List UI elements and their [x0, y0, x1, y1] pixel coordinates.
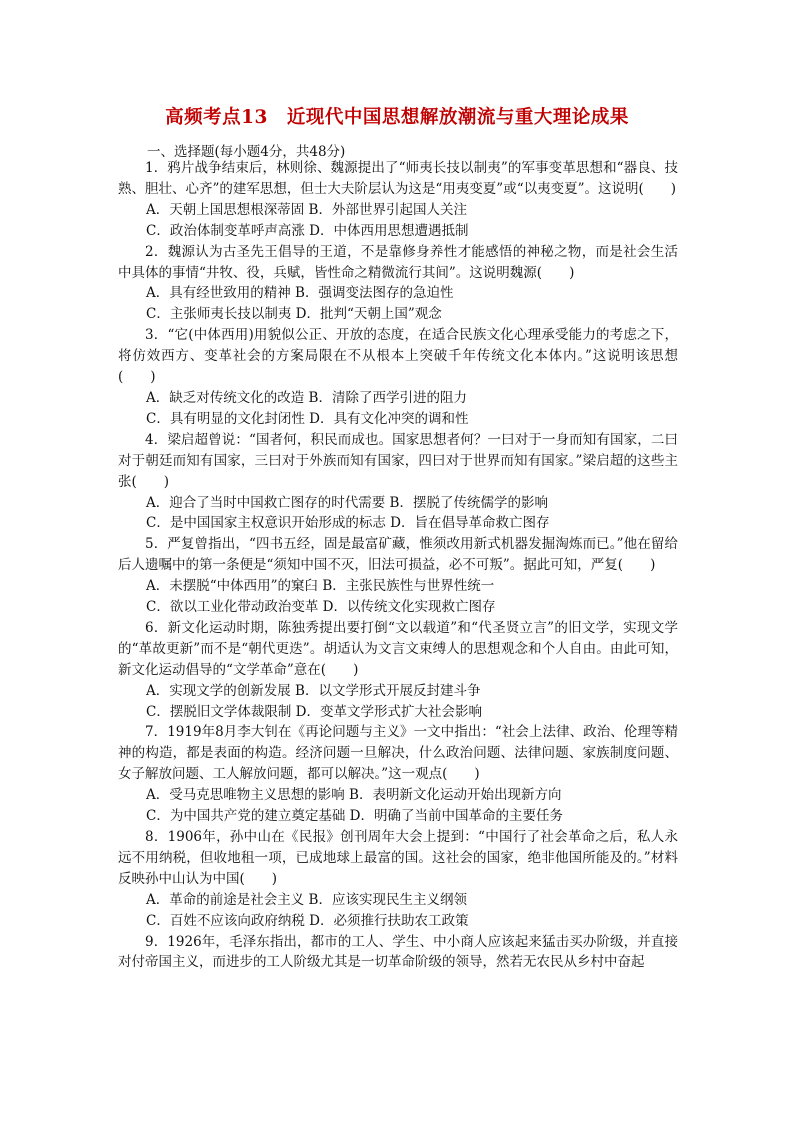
- answer-option-line: A．实现文学的创新发展 B．以文学形式开展反封建斗争: [146, 682, 481, 699]
- question-stem: 8．1906年，孙中山在《民报》创刊周年大会上提到：“中国行了社会革命之后，私人永远不用纳税，但收地租一项，已成地球上最富的国。这社会的国家，绝非他国所能及的。”材料反映孙中山认为中国( ): [118, 829, 678, 887]
- question-item: [118, 534, 678, 618]
- answer-option-line: A．革命的前途是社会主义 B．应该实现民生主义纲领: [146, 891, 467, 908]
- page-title: 高频考点13 近现代中国思想解放潮流与重大理论成果: [165, 107, 629, 128]
- answer-option-line: C．政治体制变革呼声高涨 D．中体西用思想遭遇抵制: [146, 222, 469, 239]
- answer-option-line: C．为中国共产党的建立奠定基础 D．明确了当前中国革命的主要任务: [146, 808, 563, 825]
- question-item: [118, 325, 678, 430]
- question-item: [118, 158, 678, 242]
- answer-option-line: A．迎合了当时中国救亡图存的时代需要 B．摆脱了传统儒学的影响: [146, 494, 548, 511]
- question-item: [118, 932, 678, 974]
- answer-option-line: A．受马克思唯物主义思想的影响 B．表明新文化运动开始出现新方向: [146, 787, 562, 804]
- answer-option-line: C．欲以工业化带动政治变革 D．以传统文化实现救亡图存: [146, 599, 496, 616]
- answer-option-line: C．百姓不应该向政府纳税 D．必须推行扶助农工政策: [146, 912, 469, 929]
- question-item: [118, 242, 678, 326]
- question-stem: 4．梁启超曾说：“国者何，积民而成也。国家思想者何？一曰对于一身而知有国家，二曰对于朝廷而知有国家，三曰对于外族而知有国家，四曰对于世界而知有国家。”梁启超的这些主张( ): [118, 431, 678, 490]
- question-stem: 9．1926年，毛泽东指出，都市的工人、学生、中小商人应该起来猛击买办阶级，并直接对付帝国主义，而进步的工人阶级尤其是一切革命阶级的领导，然若无农民从乡村中奋起: [118, 933, 678, 971]
- question-stem: 5．严复曾指出，“四书五经，固是最富矿藏，惟须改用新式机器发掘淘炼而已。”他在留给后人遗嘱中的第一条便是“须知中国不灭，旧法可损益，必不可叛”。据此可知，严复( ): [118, 536, 678, 574]
- answer-option-line: C．是中国国家主权意识开始形成的标志 D．旨在倡导革命救亡图存: [146, 515, 550, 532]
- answer-option-line: A．天朝上国思想根深蒂固 B．外部世界引起国人关注: [146, 201, 467, 218]
- section-heading: 一、选择题(每小题4分，共48分): [147, 144, 346, 160]
- question-stem: 2．魏源认为古圣先王倡导的王道，不是靠修身养性才能感悟的神秘之物，而是社会生活中具体的事情“井牧、役，兵赋，皆性命之精微流行其间”。这说明魏源( ): [118, 243, 678, 281]
- answer-option-line: C．主张师夷长技以制夷 D．批判“天朝上国”观念: [146, 306, 442, 323]
- question-stem: 7．1919年8月李大钊在《再论问题与主义》一文中指出：“社会上法律、政治、伦理等精神的构造，都是表面的构造。经济问题一旦解决，什么政治问题、法律问题、家族制度问题、女子解放问题、工人解放问题，都可以解决。”这一观点( ): [118, 724, 678, 783]
- question-item: [118, 618, 678, 723]
- answer-option-line: A．缺乏对传统文化的改造 B．清除了西学引进的阻力: [146, 389, 467, 406]
- question-stem: 6．新文化运动时期，陈独秀提出要打倒“文以载道”和“代圣贤立言”的旧文学，实现文学的“革故更新”而不是“朝代更迭”。胡适认为文言文束缚人的思想观念和个人自由。由此可知，新文化运动倡导的“文学革命”意在( ): [118, 619, 678, 678]
- question-list: [118, 158, 678, 973]
- answer-option-line: A．具有经世致用的精神 B．强调变法图存的急迫性: [146, 285, 454, 302]
- answer-option-line: C．摆脱旧文学体裁限制 D．变革文学形式扩大社会影响: [146, 703, 482, 720]
- question-item: [118, 430, 678, 535]
- question-stem: 1．鸦片战争结束后，林则徐、魏源提出了“师夷长技以制夷”的军事变革思想和“器良、技熟、胆壮、心齐”的建军思想，但士大夫阶层认为这是“用夷变夏”或“以夷变夏”。这说明( ): [118, 160, 678, 197]
- answer-option-line: C．具有明显的文化封闭性 D．具有文化冲突的调和性: [146, 410, 469, 427]
- answer-option-line: A．未摆脱“中体西用”的窠臼 B．主张民族性与世界性统一: [146, 578, 495, 595]
- question-stem: 3．“它(中体西用)用貌似公正、开放的态度，在适合民族文化心理承受能力的考虑之下，将仿效西方、变革社会的方案局限在不从根本上突破千年传统文化本体内。”这说明该思想( ): [118, 327, 678, 386]
- question-item: [118, 827, 678, 932]
- question-item: [118, 722, 678, 827]
